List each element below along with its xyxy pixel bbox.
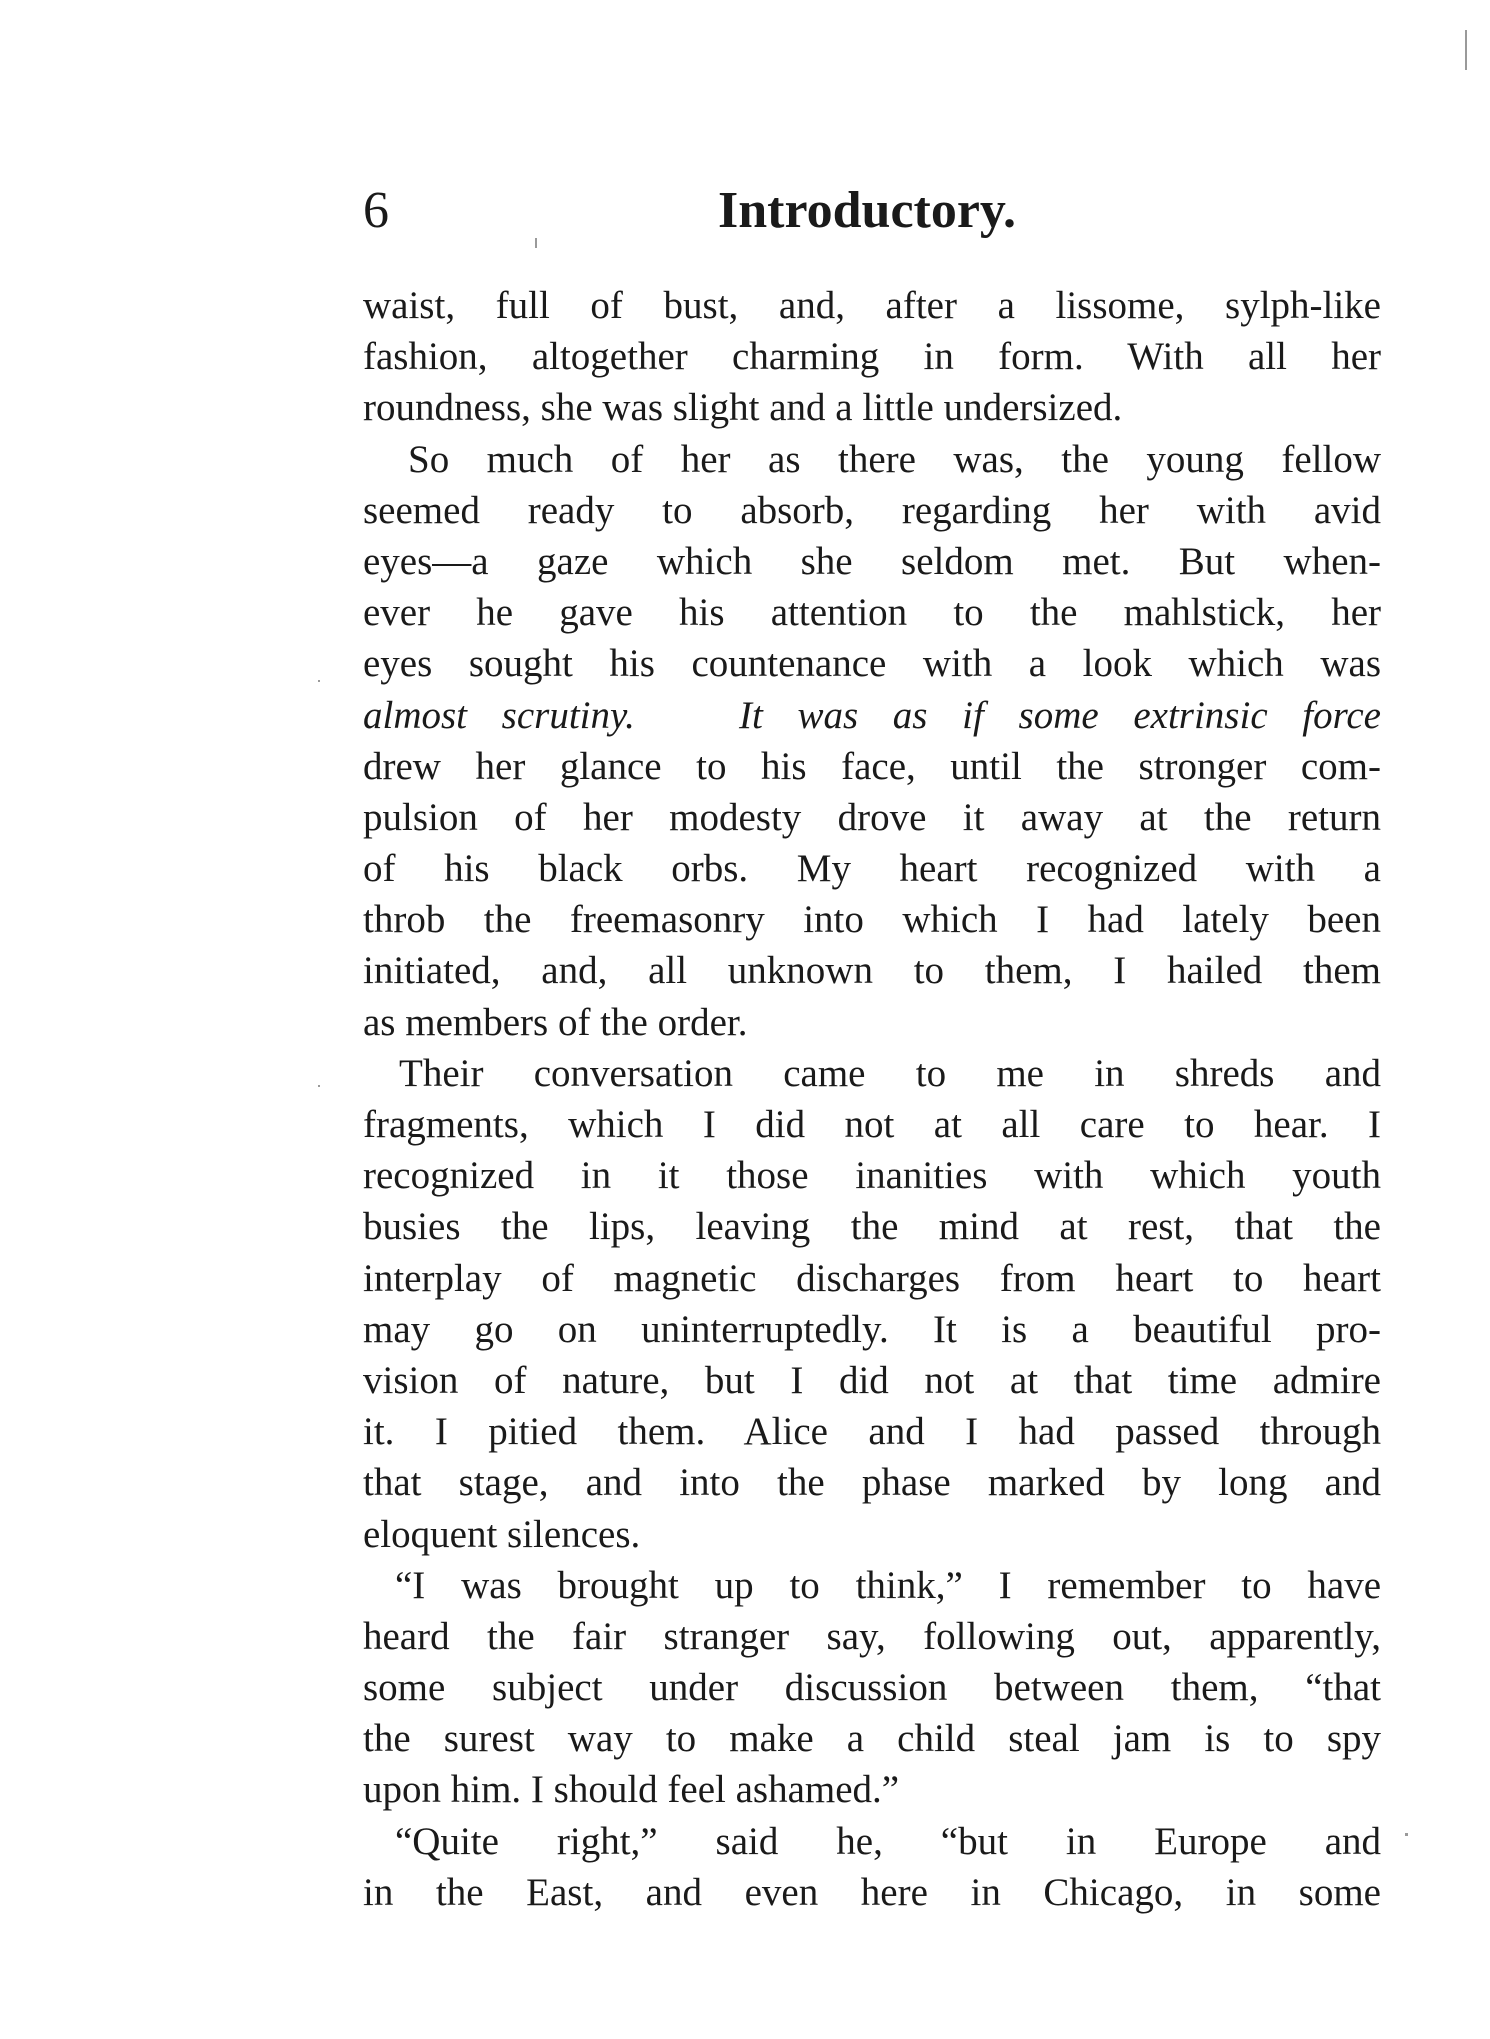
text-line: it. I pitied them. Alice and I had passed through	[363, 1410, 1381, 1454]
page-number: 6	[363, 182, 389, 239]
body-text	[363, 280, 1381, 1918]
text-line: the surest way to make a child steal jam is to spy	[363, 1717, 1381, 1761]
scan-speck	[318, 1085, 320, 1087]
text-line: heard the fair stranger say, following out, apparently,	[363, 1614, 1381, 1658]
text-line: roundness, she was slight and a little undersized.	[363, 386, 1123, 430]
text-line: fragments, which I did not at all care to hear. I	[363, 1103, 1381, 1146]
text-line: throb the freemasonry into which I had lately been	[363, 898, 1381, 942]
text-line: recognized in it those inanities with which youth	[363, 1154, 1381, 1198]
text-line: in the East, and even here in Chicago, in some	[363, 1870, 1381, 1914]
chapter-heading: Introductory.	[718, 182, 1017, 239]
text-line: So much of her as there was, the young fellow	[408, 437, 1381, 481]
text-line: eyes—a gaze which she seldom met. But when-	[363, 539, 1381, 583]
text-line: drew her glance to his face, until the stronger com-	[363, 744, 1381, 788]
italic-phrase: almost scrutiny.	[363, 693, 635, 737]
text-line: “Quite right,” said he, “but in Europe and	[395, 1819, 1381, 1863]
text-line: Their conversation came to me in shreds and	[399, 1051, 1381, 1095]
text-line: of his black orbs. My heart recognized with a	[363, 847, 1381, 891]
text-line: initiated, and, all unknown to them, I hailed them	[363, 949, 1381, 993]
italic-phrase: It was as if	[738, 693, 984, 737]
italic-phrase: some extrinsic force	[1018, 693, 1381, 737]
running-head	[363, 176, 1381, 246]
text-line: that stage, and into the phase marked by long and	[363, 1461, 1381, 1505]
text-line: eloquent silences.	[363, 1512, 641, 1556]
scan-speck	[535, 238, 537, 248]
text-line: vision of nature, but I did not at that time admire	[363, 1358, 1381, 1402]
text-line: pulsion of her modesty drove it away at the return	[363, 795, 1381, 839]
text-line: busies the lips, leaving the mind at rest, that the	[363, 1205, 1381, 1249]
text-line: upon him. I should feel ashamed.”	[363, 1768, 900, 1812]
text-line: interplay of magnetic discharges from heart to heart	[363, 1256, 1381, 1300]
scan-speck	[1405, 1833, 1408, 1836]
text-line: some subject under discussion between them, “that	[363, 1666, 1381, 1710]
scan-speck	[1465, 30, 1467, 70]
text-line: “I was brought up to think,” I remember to have	[395, 1563, 1381, 1607]
text-line	[363, 690, 1381, 741]
scan-speck	[318, 680, 320, 682]
text-line: may go on uninterruptedly. It is a beautiful pro-	[363, 1307, 1381, 1351]
text-line: fashion, altogether charming in form. With all her	[363, 335, 1381, 379]
text-line: seemed ready to absorb, regarding her with avid	[363, 488, 1381, 532]
text-line: ever he gave his attention to the mahlstick, her	[363, 591, 1381, 635]
text-line: eyes sought his countenance with a look which was	[363, 642, 1381, 686]
text-line: waist, full of bust, and, after a lissome, sylph-like	[363, 284, 1381, 327]
text-line: as members of the order.	[363, 1000, 748, 1044]
